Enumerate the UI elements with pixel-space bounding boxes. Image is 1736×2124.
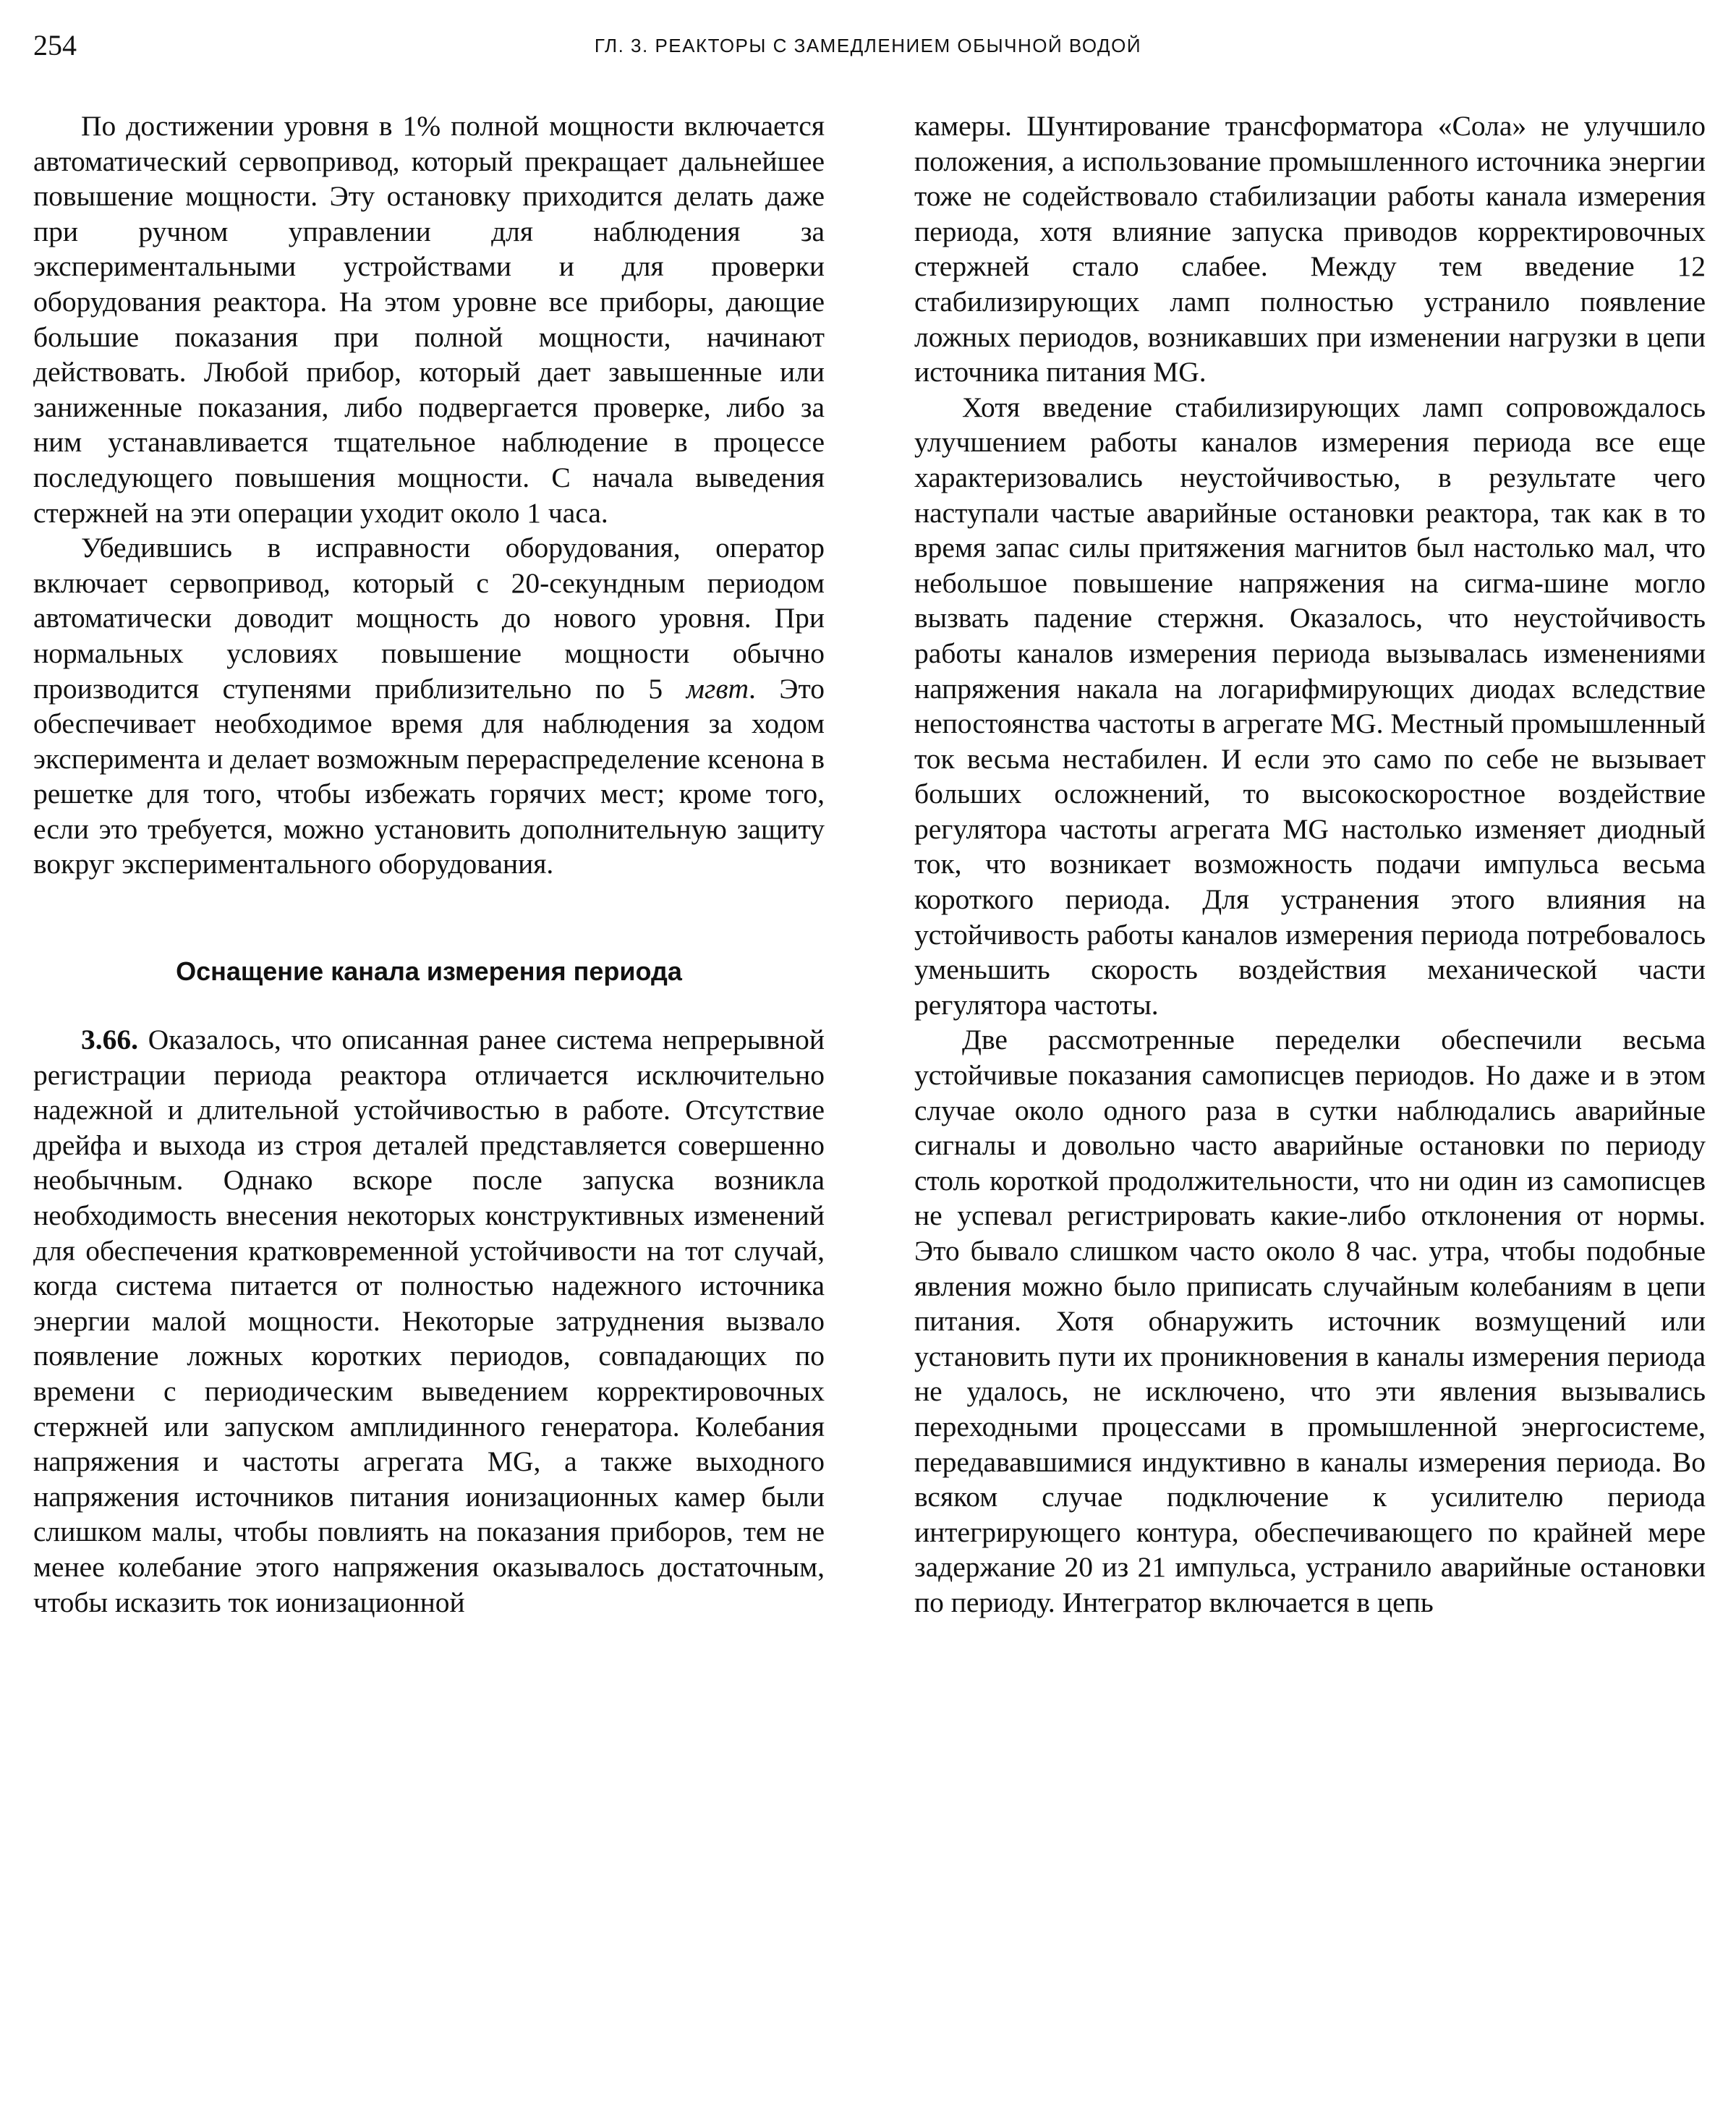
- section-heading: Оснащение канала измерения периода: [176, 956, 682, 987]
- right-column: [914, 109, 1706, 1620]
- paragraph: [33, 1022, 825, 1620]
- paragraph-number: 3.66.: [81, 1024, 138, 1056]
- unit-label: мгвт: [686, 672, 749, 705]
- paragraph: По достижении уровня в 1% полной мощности включается автоматический сервопривод, который прекращает дальнейшее повышение мощности. Эту остановку приходится делать даже при ручном управлении для наблюдения за экспериментальными устройствами и для проверки оборудования реактора. На этом уровне все приборы, дающие большие показания при полной мощности, начинают действовать. Любой прибор, который дает завышенные или заниженные показания, либо подвергается проверке, либо за ним устанавливается тщательное наблюдение в процессе последующего повышения мощности. С начала выведения стержней на эти операции уходит около 1 часа.: [33, 110, 825, 529]
- paragraph-text: . Это обеспечивает необходимое время для наблюдения за ходом эксперимента и делает возможным перераспределение ксенона в решетке для того, чтобы избежать горячих мест; кроме того, если это требуется, можно установить дополнительную защиту вокруг экспериментального оборудования.: [33, 672, 825, 880]
- paragraph-text: Убедившись в исправности оборудования, оператор включает сервопривод, который с 20-секундным периодом автоматически доводит мощность до нового уровня. При нормальных условиях повышение мощности обычно производится ступенями приблизительно по 5: [33, 532, 825, 705]
- left-column: [33, 109, 825, 1620]
- text-columns: [33, 109, 1706, 2105]
- paragraph: Две рассмотренные переделки обеспечили весьма устойчивые показания самописцев периодов. Но даже и в этом случае около одного раза в сутки наблюдались аварийные сигналы и довольно часто аварийные остановки по периоду столь короткой продолжительности, что ни один из самописцев не успевал регистрировать какие-либо отклонения от нормы. Это бывало слишком часто около 8 час. утра, чтобы подобные явления можно было приписать случайным колебаниям в цепи питания. Хотя обнаружить источник возмущений или установить пути их проникновения в каналы измерения периода не удалось, не исключено, что эти явления вызывались переходными процессами в промышленной энергосистеме, передававшимися индуктивно в каналы измерения периода. Во всяком случае подключение к усилителю периода интегрирующего контура, обеспечивающего по крайней мере задержание 20 из 21 импульса, устранило аварийные остановки по периоду. Интегратор включается в цепь: [914, 1024, 1706, 1618]
- paragraph-continued: камеры. Шунтирование трансформатора «Сола» не улучшило положения, а использование промышленного источника энергии тоже не содействовало стабилизации работы канала измерения периода, хотя влияние запуска приводов корректировочных стержней стало слабее. Между тем введение 12 стабилизирующих ламп полностью устранило появление ложных периодов, возникавших при изменении нагрузки в цепи источника питания MG.: [914, 110, 1706, 388]
- paragraph-text: Оказалось, что описанная ранее система непрерывной регистрации периода реактора отличается исключительно надежной и длительной устойчивостью в работе. Отсутствие дрейфа и выхода из строя деталей представляется совершенно необычным. Однако вскоре после запуска возникла необходимость внесения некоторых конструктивных изменений для обеспечения кратковременной устойчивости на тот случай, когда система питается от полностью надежного источника энергии малой мощности. Некоторые затруднения вызвало появление ложных коротких периодов, совпадающих по времени с периодическим выведением корректировочных стержней или запуском амплидинного генератора. Колебания напряжения и частоты агрегата MG, а также выходного напряжения источников питания ионизационных камер были слишком малы, чтобы повлиять на показания приборов, тем не менее колебание этого напряжения оказывалось достаточным, чтобы исказить ток ионизационной: [33, 1024, 825, 1618]
- running-head: ГЛ. 3. РЕАКТОРЫ С ЗАМЕДЛЕНИЕМ ОБЫЧНОЙ ВОДОЙ: [594, 35, 1142, 56]
- paragraph: [33, 530, 825, 882]
- page-header: [33, 27, 1703, 64]
- page-number: 254: [33, 29, 77, 61]
- paragraph: Хотя введение стабилизирующих ламп сопровождалось улучшением работы каналов измерения периода все еще характеризовались неустойчивостью, в результате чего наступали частые аварийные остановки реактора, так как в то время запас силы притяжения магнитов был настолько мал, что небольшое повышение напряжения на сигма-шине могло вызвать падение стержня. Оказалось, что неустойчивость работы каналов измерения периода вызывалась изменениями напряжения накала на логарифмирующих диодах вследствие непостоянства частоты в агрегате MG. Местный промышленный ток весьма нестабилен. И если это само по себе не вызывает больших осложнений, то высокоскоростное воздействие регулятора частоты агрегата MG настолько изменяет диодный ток, что возникает возможность подачи импульса весьма короткого периода. Для устранения этого влияния на устойчивость работы каналов измерения периода потребовалось уменьшить скорость воздействия механической части регулятора частоты.: [914, 391, 1706, 1021]
